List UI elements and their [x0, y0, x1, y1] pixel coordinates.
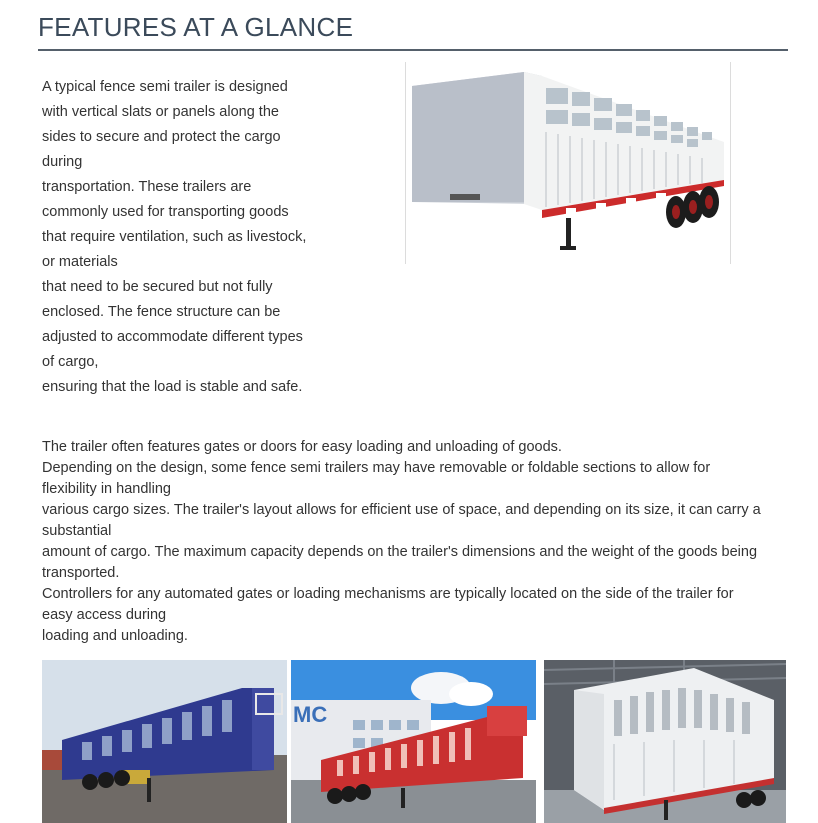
section-title: FEATURES AT A GLANCE — [38, 12, 354, 42]
intro-line: ensuring that the load is stable and safe. — [42, 379, 303, 395]
hero-trailer-image — [405, 62, 731, 264]
body-line: flexibility in handling — [42, 481, 171, 497]
intro-line: adjusted to accommodate different types — [42, 329, 303, 345]
intro-line: that require ventilation, such as livestock, — [42, 229, 307, 245]
intro-line: transportation. These trailers are — [42, 179, 252, 195]
building-sign-text: MC — [293, 702, 328, 727]
body-line: easy access during — [42, 607, 167, 623]
white-trailer-photo — [544, 660, 786, 823]
body-paragraph — [42, 437, 792, 647]
body-line: The trailer often features gates or doors for easy loading and unloading of goods. — [42, 439, 562, 455]
body-line: substantial — [42, 523, 112, 539]
intro-line: or materials — [42, 254, 118, 270]
body-line: various cargo sizes. The trailer's layout allows for efficient use of space, and depending on its size, it can carry a — [42, 502, 761, 518]
intro-line: during — [42, 154, 83, 170]
intro-line: with vertical slats or panels along the — [42, 104, 279, 120]
red-trailer-photo — [291, 660, 536, 823]
body-line: loading and unloading. — [42, 628, 188, 644]
body-line: Controllers for any automated gates or loading mechanisms are typically located on the side of the trailer for — [42, 586, 734, 602]
blue-trailer-photo — [42, 660, 287, 823]
intro-line: enclosed. The fence structure can be — [42, 304, 281, 320]
intro-line: that need to be secured but not fully — [42, 279, 273, 295]
body-line: Depending on the design, some fence semi trailers may have removable or foldable sections to allow for — [42, 460, 711, 476]
body-line: amount of cargo. The maximum capacity depends on the trailer's dimensions and the weight of the goods being — [42, 544, 758, 560]
title-divider — [38, 49, 788, 51]
body-line: transported. — [42, 565, 120, 581]
intro-line: of cargo, — [42, 354, 99, 370]
intro-line: A typical fence semi trailer is designed — [42, 79, 288, 95]
intro-line: sides to secure and protect the cargo — [42, 129, 281, 145]
intro-paragraph — [42, 75, 327, 400]
intro-line: commonly used for transporting goods — [42, 204, 289, 220]
